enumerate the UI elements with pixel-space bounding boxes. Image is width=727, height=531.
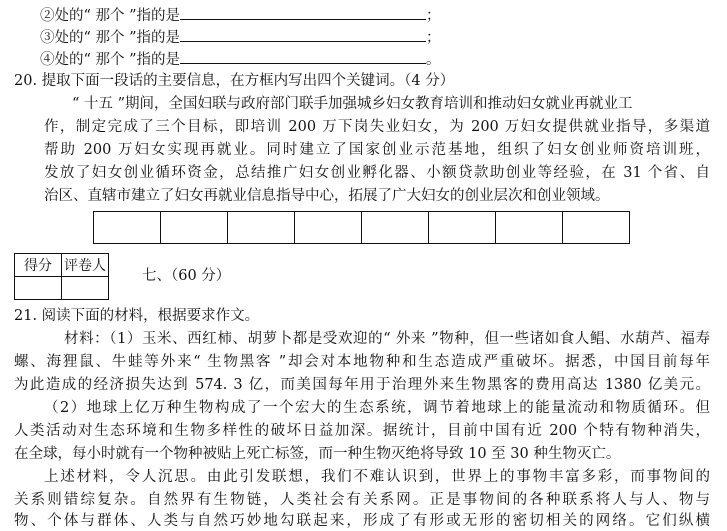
q21-line: 关系则错综复杂。自然界有生物链，人类社会有关系网。正是事物间的各种联系将人与人、物与 [14,492,710,508]
fill-label: ②处的“ 那个 ”指的是 [40,8,181,24]
q20-passage-line: 治区、直辖市建立了妇女再就业信息指导中心，拓展了广大妇女的创业层次和创业领域。 [44,188,610,204]
q20-passage-line: 作，制定完成了三个目标，即培训 200 万下岗失业妇女，为 200 万妇女提供就业指导，多渠道 [44,119,710,135]
keyword-cell[interactable] [563,212,629,243]
score-header: 得分 [15,254,62,277]
answer-blank[interactable] [180,49,426,64]
fill-label: ③处的“ 那个 ”指的是 [40,30,181,46]
q21-line: （2）地球上亿万种生物构成了一个宏大的生态系统，调节着地球上的能量流动和物质循环。但 [44,400,710,416]
keyword-cell[interactable] [161,212,228,243]
keyword-cell[interactable] [362,212,429,243]
q21-line: 为此造成的经济损失达到 574. 3 亿，而美国每年用于治理外来生物黑客的费用高达 1380 亿美元。 [14,377,710,393]
fill-item-4: ④处的“ 那个 ”指的是 。 [40,49,441,70]
q21-line: 人类活动对生态环境和生物多样性的破坏日益加深。据统计，目前中国有近 200 个特有物种消失， [14,423,710,439]
q21-line: 上述材料，令人沉思。由此引发联想，我们不难认识到，世界上的事物丰富多彩，而事物间的 [44,469,710,485]
q20-prompt: 20. 提取下面一段话的主要信息，在方框内写出四个关键词。（4 分） [14,73,455,89]
q21-line: 材料：（1）玉米、西红柿、胡萝卜都是受欢迎的“ 外来 ”物种，但一些诸如食人鲳、水葫芦、福寿 [64,331,710,347]
score-box [14,253,109,300]
keyword-cell[interactable] [496,212,563,243]
fill-item-2: ②处的“ 那个 ”指的是 ； [40,5,441,26]
grader-header: 评卷人 [62,254,109,277]
q21-prompt: 21. 阅读下面的材料，根据要求作文。 [14,308,260,324]
answer-blank[interactable] [180,27,426,42]
keyword-cell[interactable] [228,212,295,243]
q21-line: 物、个体与群体、人类与自然巧妙地勾联起来，形成了有形或无形的密切相关的网络。它们纵横 [14,513,710,529]
keyword-cell[interactable] [295,212,362,243]
q20-passage-line: “ 十五 ”期间，全国妇联与政府部门联手加强城乡妇女教育培训和推动妇女就业再就业工 [72,96,633,112]
keyword-answer-grid [93,211,630,244]
answer-blank[interactable] [180,5,426,20]
keyword-cell[interactable] [429,212,496,243]
grader-cell[interactable] [62,277,109,300]
keyword-cell[interactable] [94,212,161,243]
fill-item-3: ③处的“ 那个 ”指的是 ； [40,27,441,48]
q21-line: 螺、海狸鼠、牛蛙等外来“ 生物黑客 ”却会对本地物种和生态造成严重破坏。据悉，中国目前每年 [14,354,710,370]
q20-passage-line: 帮助 200 万妇女实现再就业。同时建立了国家创业示范基地，组织了妇女创业师资培训班， [44,142,710,158]
section-7-title: 七、（60 分） [142,268,231,284]
fill-label: ④处的“ 那个 ”指的是 [40,52,181,68]
q21-line: 在全球，每小时就有一个物种被贴上死亡标签，而一种生物灭绝将导致 10 至 30 种生物灭亡。 [14,446,621,462]
score-cell[interactable] [15,277,62,300]
q20-passage-line: 发放了妇女创业循环资金，总结推广妇女创业孵化器、小额贷款助创业等经验，在 31 个省、自 [44,165,710,181]
